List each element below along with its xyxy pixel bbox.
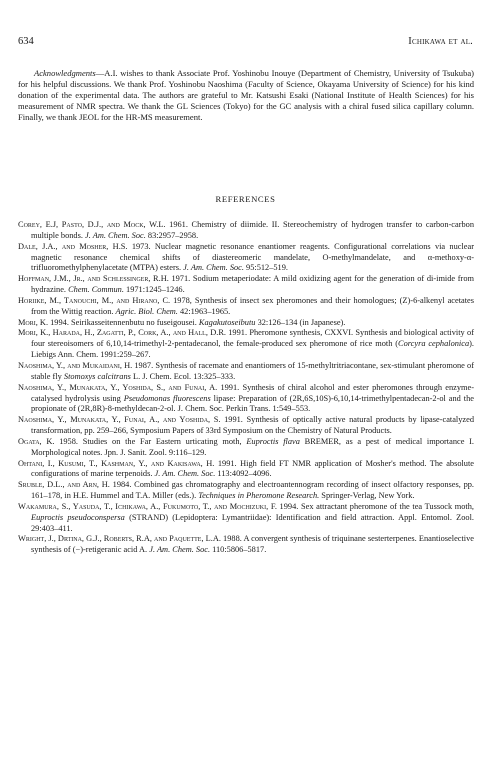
page-header <box>18 36 473 50</box>
reference-text: 1991. High field FT NMR application of Mosher's method. The absolute configurations of marine terpenoids. <box>31 458 475 479</box>
reference-tail: 110:5806–5817. <box>210 545 267 555</box>
reference-entry <box>18 459 474 481</box>
reference-text: 1994. Seirikasseitennenbutu no fuseigousei. <box>48 317 199 327</box>
reference-entry <box>18 318 474 329</box>
acknowledgments-lead: Acknowledgments <box>34 68 96 78</box>
reference-entry <box>18 415 474 437</box>
running-title: Ichikawa et al. <box>408 36 473 47</box>
reference-journal: J. Am. Chem. Soc. <box>85 230 146 240</box>
acknowledgments-paragraph <box>18 68 474 123</box>
reference-text: 1973. Nuclear magnetic resonance enantiomer reagents. Configurational correlations via nuclear magnetic resonance chemical shifts of diastereomeric mandelate, O-methylmandelate, and α-methoxy-α-trifluoromethylphenylacetate (MTPA) esters. <box>31 241 474 273</box>
reference-tail: 83:2957–2958. <box>145 230 199 240</box>
reference-tail: 95:512–519. <box>243 263 288 273</box>
reference-journal: Agric. Biol. Chem. <box>115 306 178 316</box>
reference-text: 1988. A convergent synthesis of triquinane sesterterpenes. Enantioselective synthesis of (−)-retigeranic acid A. <box>31 534 474 555</box>
reference-journal: J. Am. Chem. Soc. <box>183 263 244 273</box>
reference-entry <box>18 383 474 416</box>
reference-authors: Ogata, K. <box>18 436 55 446</box>
reference-authors: Mori, K. <box>18 317 49 327</box>
reference-journal: Pseudomonas fluorescens <box>123 393 211 403</box>
reference-authors: Naoshima, Y., and Mukaidani, H. <box>18 360 133 370</box>
reference-tail: 1971:1245–1246. <box>123 285 185 295</box>
reference-authors: Horiike, M., Tanouchi, M., and Hirano, C. <box>18 295 171 305</box>
reference-text: 1961. Chemistry of diimide. II. Stereochemistry of hydrogen transfer to carbon-carbon multiple bonds. <box>31 220 474 240</box>
reference-entry <box>18 328 474 361</box>
reference-entry <box>18 480 474 502</box>
reference-tail: (STRAND) (Lepidoptera: Lymantriidae): Identification and field attraction. Appl. Entomol. Zool. 29:403–411. <box>31 512 475 533</box>
reference-journal: Euproctis pseudoconspersa <box>31 512 125 522</box>
reference-tail: 42:1963–1965. <box>177 306 231 316</box>
reference-journal: Euproctis flava <box>246 436 300 446</box>
reference-tail: 32:126–134 (in Japanese). <box>255 317 346 327</box>
acknowledgments-text: —A.I. wishes to thank Associate Prof. Yoshinobu Inouye (Department of Chemistry, University of Tsukuba) for his helpful discussions. We thank Prof. Yoshinobu Naoshima (Faculty of Science, Okayama University of Science) for his kind donation of the experimental data. The authors are grateful to Mr. Katsushi Esaki (National Institute of Health Sciences) for his measurement of NMR spectra. We thank the GL Sciences (Tokyo) for the GC analysis with a chiral fused silica capillary column. Finally, we thank JEOL for the HR-MS measurement. <box>18 68 474 123</box>
reference-authors: Dale, J.A., and Mosher, H.S. <box>18 241 128 251</box>
reference-tail: L. J. Chem. Ecol. 13:325–333. <box>130 371 236 381</box>
reference-entry <box>18 361 474 383</box>
reference-tail: BREMER, as a pest of medical importance I. Morphological notes. Jpn. J. Sanit. Zool. 9:116–129. <box>31 436 475 457</box>
reference-authors: Wakamura, S., Yasuda, T., Ichikawa, A., Fukumoto, T., and Mochizuki, F. <box>18 501 277 511</box>
reference-journal: Kagakutoseibutu <box>198 317 256 327</box>
reference-authors: Wright, J., Drtina, G.J., Roberts, R.A, and Paquette, L.A. <box>18 534 221 544</box>
reference-text: 1991. Synthesis of optically active natural products by lipase-catalyzed transformation, pp. 259–266, Symposium Papers of 33rd Symposium on the Chemistry of Natural Products. <box>31 415 474 436</box>
page-number: 634 <box>18 36 34 47</box>
reference-text: 1991. Synthesis of chiral alcohol and ester pheromones through enzyme-catalysed hydrolysis using <box>31 382 474 403</box>
reference-authors: Corey, E.J, Pasto, D.J., and Mock, W.L. <box>18 220 166 229</box>
reference-list <box>18 220 474 556</box>
reference-entry <box>18 242 474 275</box>
reference-authors: Mori, K., Harada, H., Zagatti, P., Cork, A., and Hall, D.R. <box>18 328 226 338</box>
reference-journal: Corcyra cephalonica <box>398 339 470 349</box>
reference-tail: lipase: Preparation of (2R,6S,10S)-6,10,14-trimethylpentadecan-2-ol and the propionate of (2R,8R)-8-methyldecan-2-ol. J. Chem. Soc. Perkin Trans. 1:549–553. <box>31 393 474 414</box>
reference-entry <box>18 534 474 556</box>
reference-authors: Naoshima, Y., Munakata, Y., Yoshida, S., and Funai, A. <box>18 382 218 392</box>
reference-text: 1984. Combined gas chromatography and electroantennogram recording of insect olfactory responses, pp. 161–178, in H.E. Hummel and T.A. Miller (eds.). <box>31 480 475 501</box>
reference-journal: J. Am. Chem. Soc. <box>154 469 216 479</box>
reference-entry <box>18 296 474 318</box>
reference-authors: Hoffman, J.M., Jr., and Schlessinger, R.H. <box>18 274 169 284</box>
reference-text: 1978, Synthesis of insect sex pheromones and their homologues; (Z)-6-alkenyl acetates from the Wittig reaction. <box>31 295 474 316</box>
reference-journal: Techniques in Pheromone Research. <box>198 491 320 501</box>
reference-tail: ). Liebigs Ann. Chem. 1991:259–267. <box>31 339 474 360</box>
reference-text: 1987. Synthesis of racemate and enantiomers of 15-methyltritriacontane, sex-stimulant pheromone of stable fly <box>31 360 474 381</box>
reference-text: 1971. Sodium metaperiodate: A mild oxidizing agent for the generation of di-imide from hydrazine. <box>31 274 474 295</box>
reference-entry <box>18 274 474 296</box>
reference-text: 1991. Pheromone synthesis, CXXVI. Synthesis and biological activity of four stereoisomers of 6,10,14-trimethyl-2-pentadecanol, the female-produced sex pheromone of rice moth ( <box>31 328 474 349</box>
reference-text: 1958. Studies on the Far Eastern urticating moth, <box>54 436 247 446</box>
reference-journal: Stomoxys calcitrans <box>63 371 131 381</box>
reference-entry <box>18 502 474 535</box>
reference-entry <box>18 437 474 459</box>
reference-journal: J. Am. Chem. Soc. <box>149 545 211 555</box>
reference-text: 1994. Sex attractant pheromone of the tea Tussock moth, <box>276 501 474 511</box>
reference-entry <box>18 220 474 242</box>
references-heading: REFERENCES <box>215 194 276 204</box>
reference-authors: Sruble, D.L., and Arn, H. <box>18 480 110 490</box>
reference-authors: Naoshima, Y., Munakata, Y., Funai, A., and Yoshida, S. <box>18 415 221 425</box>
reference-tail: 113:4092–4096. <box>215 469 272 479</box>
reference-authors: Ohtani, I., Kusumi, T., Kashman, Y., and Kakisawa, H. <box>18 458 215 468</box>
reference-tail: Springer-Verlag, New York. <box>319 491 415 501</box>
reference-journal: Chem. Commun. <box>68 285 124 295</box>
